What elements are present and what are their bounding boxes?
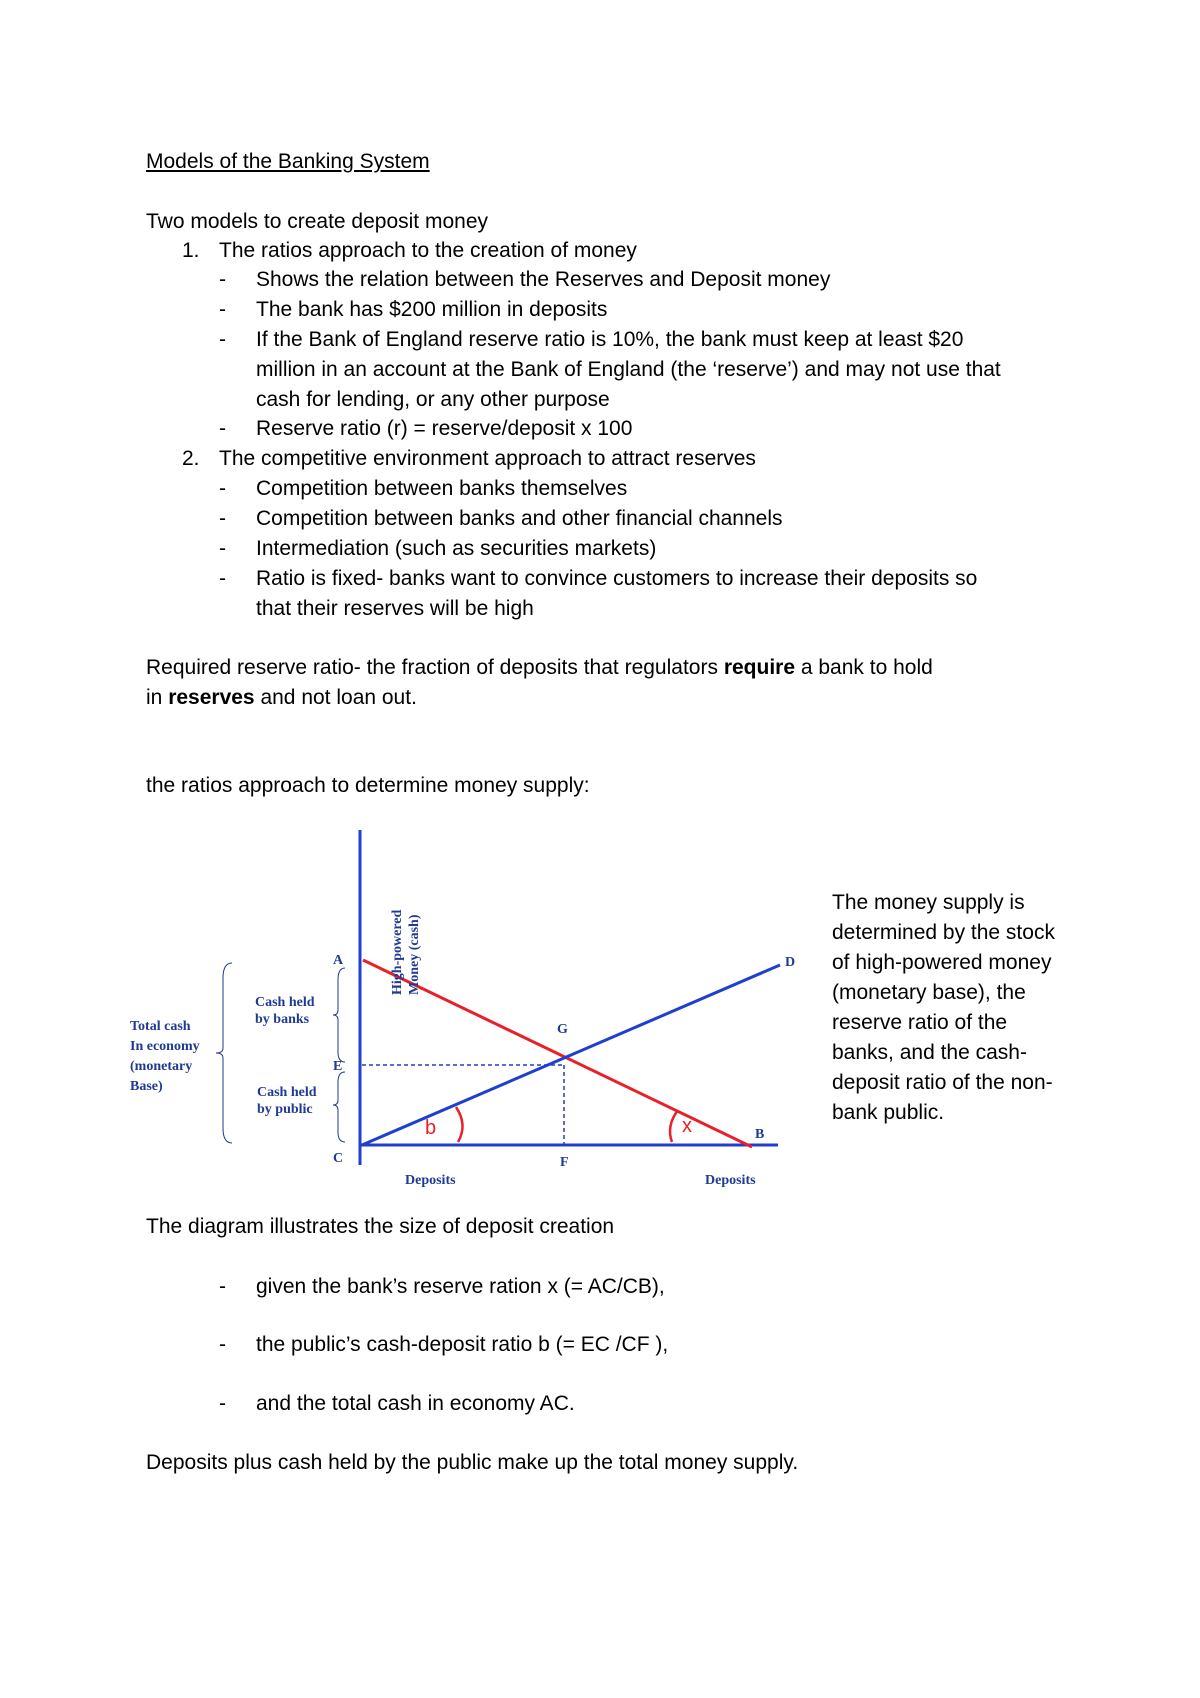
- bullet-dash: -: [219, 537, 226, 560]
- total-cash-line-1: Total cash: [130, 1019, 191, 1034]
- bullet-dash: -: [219, 268, 226, 291]
- definition-text: Required reserve ratio- the fraction of deposits that regulators: [146, 656, 724, 679]
- list-item-continued: that their reserves will be high: [256, 597, 534, 620]
- point-d-label: D: [785, 955, 796, 970]
- bullet-dash: -: [219, 567, 226, 590]
- definition-line-2: [146, 683, 417, 713]
- list-item: Competition between banks themselves: [256, 477, 628, 500]
- definition-text: in: [146, 686, 169, 709]
- point-e-label: E: [333, 1059, 343, 1074]
- definition-text: a bank to hold: [795, 656, 933, 679]
- bullet-dash: -: [219, 298, 226, 321]
- axis-title-line-2: Money (cash): [407, 914, 422, 995]
- list-item: Ratio is fixed- banks want to convince customers to increase their deposits so: [256, 567, 978, 590]
- cash-public-line-1: Cash held: [257, 1085, 317, 1100]
- list-item: and the total cash in economy AC.: [256, 1392, 575, 1415]
- brace-cash-public: [333, 1072, 345, 1142]
- ratios-diagram-svg: [120, 820, 810, 1200]
- angle-x-label: x: [682, 1115, 692, 1137]
- point-b-label: B: [755, 1127, 765, 1142]
- side-note: The money supply is determined by the stock of high-powered money (monetary base), the reserve ratio of the banks, and the cash-deposit ratio of the non-bank public.: [832, 891, 1055, 1124]
- cash-public-line-2: by public: [257, 1102, 313, 1117]
- point-a-label: A: [333, 953, 344, 968]
- list-item: Reserve ratio (r) = reserve/deposit x 100: [256, 417, 633, 440]
- list-number: 1.: [182, 239, 200, 262]
- cash-banks-line-1: Cash held: [255, 995, 315, 1010]
- point-g-label: G: [557, 1022, 568, 1037]
- list-number: 2.: [182, 447, 200, 470]
- bullet-dash: -: [219, 507, 226, 530]
- list-item-continued: million in an account at the Bank of England (the ‘reserve’) and may not use that: [256, 358, 1001, 381]
- point-f-label: F: [560, 1155, 569, 1170]
- list-item: the public’s cash-deposit ratio b (= EC /CF ),: [256, 1333, 669, 1356]
- definition-bold-term: require: [723, 656, 796, 679]
- bullet-dash: -: [219, 417, 226, 440]
- bullet-dash: -: [219, 477, 226, 500]
- conclusion-text: Deposits plus cash held by the public make up the total money supply.: [146, 1451, 799, 1474]
- cash-banks-line-2: by banks: [255, 1012, 310, 1027]
- list-item: Shows the relation between the Reserves and Deposit money: [256, 268, 831, 291]
- angle-b-arc: [456, 1107, 463, 1142]
- angle-b-label: b: [425, 1117, 437, 1139]
- bullet-dash: -: [219, 328, 226, 351]
- list-item: Intermediation (such as securities markets): [256, 537, 657, 560]
- intro-text: Two models to create deposit money: [146, 210, 489, 233]
- list-item-continued: cash for lending, or any other purpose: [256, 388, 610, 411]
- list-item: Competition between banks and other financial channels: [256, 507, 783, 530]
- model1-heading: The ratios approach to the creation of money: [219, 239, 637, 262]
- list-item: The bank has $200 million in deposits: [256, 298, 608, 321]
- diagram-heading: the ratios approach to determine money supply:: [146, 774, 590, 797]
- brace-cash-banks: [333, 968, 345, 1062]
- angle-x-arc: [670, 1110, 678, 1142]
- total-cash-line-4: Base): [130, 1079, 163, 1094]
- point-c-label: C: [333, 1151, 344, 1166]
- list-item: If the Bank of England reserve ratio is 10%, the bank must keep at least $20: [256, 328, 964, 351]
- page-title: Models of the Banking System: [146, 150, 430, 173]
- definition-line-1: [146, 653, 933, 683]
- illustrates-text: The diagram illustrates the size of deposit creation: [146, 1215, 615, 1238]
- bullet-dash: -: [219, 1392, 226, 1415]
- definition-bold-term: reserves: [168, 686, 255, 709]
- x-axis-label-right: Deposits: [705, 1173, 756, 1188]
- axis-title-line-1: High-powered: [390, 909, 405, 995]
- total-cash-line-3: (monetary: [130, 1059, 193, 1074]
- definition-text: and not loan out.: [254, 686, 417, 709]
- brace-total-cash: [216, 963, 232, 1143]
- bullet-dash: -: [219, 1275, 226, 1298]
- model2-heading: The competitive environment approach to attract reserves: [219, 447, 756, 470]
- list-item: given the bank’s reserve ration x (= AC/CB),: [256, 1275, 665, 1298]
- x-axis-label-left: Deposits: [405, 1173, 456, 1188]
- bullet-dash: -: [219, 1333, 226, 1356]
- total-cash-line-2: In economy: [130, 1039, 200, 1054]
- ratios-diagram: [120, 820, 810, 1200]
